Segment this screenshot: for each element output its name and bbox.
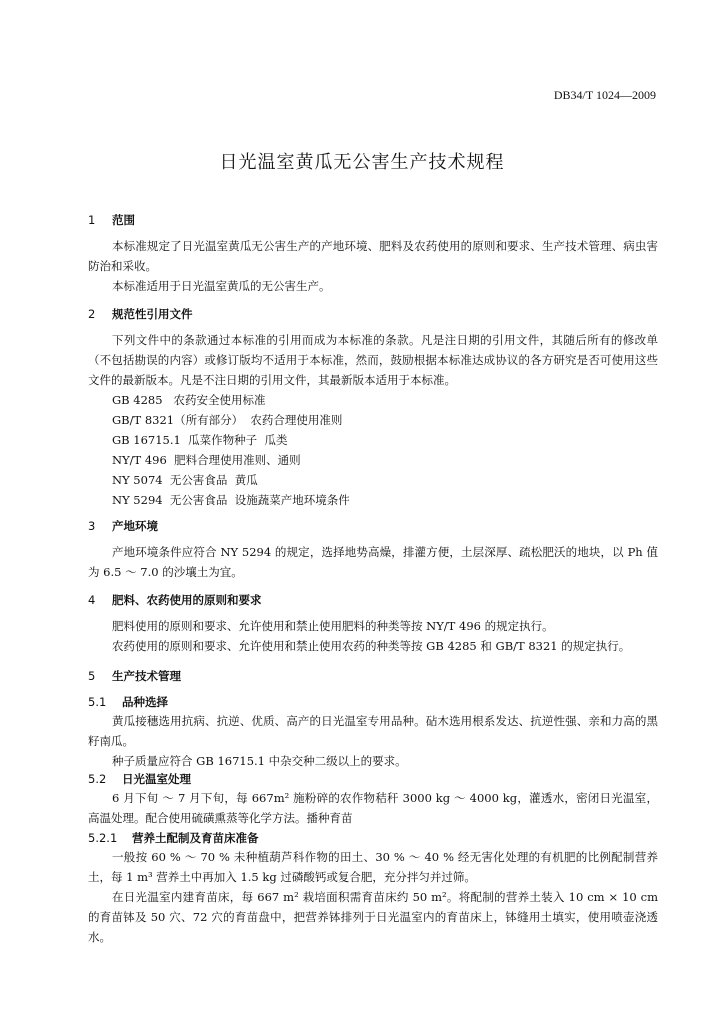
section-title: 品种选择 xyxy=(122,695,169,709)
section-5-2-1-paragraph-1: 一般按 60 % ～ 70 % 未种植葫芦科作物的田土、30 % ～ 40 % 经无害化处理的有机肥的比例配制营养土，每 1 m³ 营养土中再加入 1.5 kg 过磷酸钙或复合肥，充分拌匀并过筛。 xyxy=(88,850,658,884)
section-5-1-heading xyxy=(88,694,168,710)
section-4-paragraph-2: 农药使用的原则和要求、允许使用和禁止使用农药的种类等按 GB 4285 和 GB/T 8321 的规定执行。 xyxy=(112,639,631,653)
section-title: 营养土配制及育苗床准备 xyxy=(132,831,259,845)
section-5-2-heading xyxy=(88,771,191,787)
section-1-paragraph-1: 本标准规定了日光温室黄瓜无公害生产的产地环境、肥料及农药使用的原则和要求、生产技术管理、病虫害防治和采收。 xyxy=(88,239,658,273)
section-number: 5.2.1 xyxy=(88,831,118,845)
section-5-1-paragraph-1: 黄瓜接穗选用抗病、抗逆、优质、高产的日光温室专用品种。砧木选用根系发达、抗逆性强、亲和力高的黑籽南瓜。 xyxy=(88,714,658,748)
section-title: 范围 xyxy=(112,213,136,227)
section-5-2-1-heading xyxy=(88,830,259,846)
section-1-heading xyxy=(88,212,135,228)
section-1-paragraph-2: 本标准适用于日光温室黄瓜的无公害生产。 xyxy=(112,279,331,293)
section-title: 生产技术管理 xyxy=(112,669,182,683)
reference-item: NY 5294 无公害食品 设施蔬菜产地环境条件 xyxy=(112,493,350,507)
section-2-paragraph-1: 下列文件中的条款通过本标准的引用而成为本标准的条款。凡是注日期的引用文件，其随后所有的修改单（不包括勘误的内容）或修订版均不适用于本标准，然而，鼓励根据本标准达成协议的各方研究是否可使用这些文件的最新版本。凡是不注日期的引用文件，其最新版本适用于本标准。 xyxy=(88,333,658,387)
section-title: 规范性引用文件 xyxy=(112,307,193,321)
section-number: 5.2 xyxy=(88,772,107,786)
reference-item: GB/T 8321（所有部分） 农药合理使用准则 xyxy=(112,413,343,427)
section-5-2-1-paragraph-2: 在日光温室内建育苗床，每 667 m² 栽培面积需育苗床约 50 m²。将配制的营养土装入 10 cm × 10 cm 的育苗钵及 50 穴、72 穴的育苗盘中，把营养钵排列于日光温室内的育苗床上，钵缝用土填实，使用喷壶浇透水。 xyxy=(88,890,658,944)
section-title: 产地环境 xyxy=(112,519,159,533)
section-number: 4 xyxy=(88,593,96,607)
section-number: 3 xyxy=(88,519,96,533)
standard-code: DB34/T 1024—2009 xyxy=(553,88,656,102)
section-4-heading xyxy=(88,592,262,608)
section-number: 5 xyxy=(88,669,96,683)
section-number: 2 xyxy=(88,307,96,321)
section-5-heading xyxy=(88,668,181,684)
section-2-heading xyxy=(88,306,193,322)
section-number: 1 xyxy=(88,213,96,227)
section-title: 日光温室处理 xyxy=(122,772,192,786)
reference-item: GB 16715.1 瓜菜作物种子 瓜类 xyxy=(112,433,288,447)
section-5-2-paragraph-1: 6 月下旬 ～ 7 月下旬，每 667m² 施粉碎的农作物秸秆 3000 kg ～ 4000 kg，灌透水，密闭日光温室，高温处理。配合使用硫磺熏蒸等化学方法。播种育苗 xyxy=(88,791,658,825)
section-5-1-paragraph-2: 种子质量应符合 GB 16715.1 中杂交种二级以上的要求。 xyxy=(112,754,407,768)
section-4-paragraph-1: 肥料使用的原则和要求、允许使用和禁止使用肥料的种类等按 NY/T 496 的规定执行。 xyxy=(112,619,554,633)
document-title: 日光温室黄瓜无公害生产技术规程 xyxy=(219,152,505,173)
section-number: 5.1 xyxy=(88,695,107,709)
section-title: 肥料、农药使用的原则和要求 xyxy=(112,593,262,607)
section-3-heading xyxy=(88,518,158,534)
reference-item: NY/T 496 肥料合理使用准则、通则 xyxy=(112,453,301,467)
section-3-paragraph-1: 产地环境条件应符合 NY 5294 的规定，选择地势高燥，排灌方便，土层深厚、疏松肥沃的地块，以 Ph 值为 6.5 ～ 7.0 的沙壤土为宜。 xyxy=(88,545,658,579)
reference-item: NY 5074 无公害食品 黄瓜 xyxy=(112,473,258,487)
reference-item: GB 4285 农药安全使用标准 xyxy=(112,393,266,407)
